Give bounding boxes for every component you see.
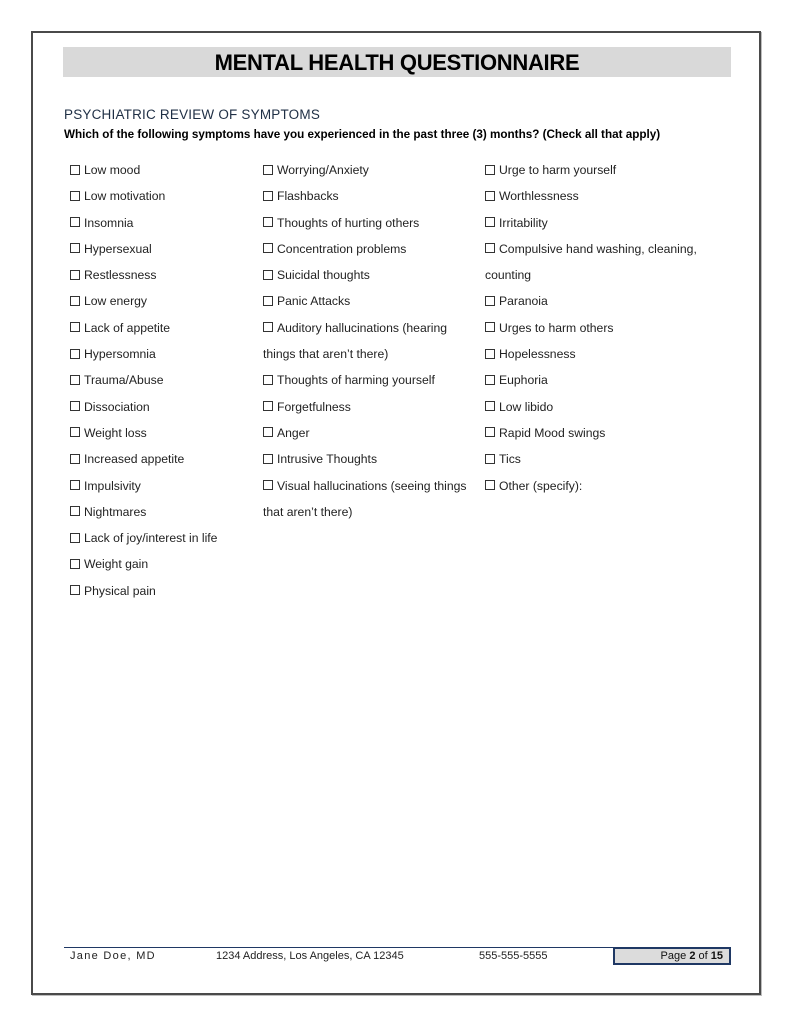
symptom-label: Restlessness bbox=[84, 268, 157, 283]
checkbox[interactable] bbox=[485, 480, 495, 490]
symptom-item[interactable] bbox=[485, 157, 725, 183]
symptom-item[interactable] bbox=[485, 446, 725, 472]
symptom-label: Irritability bbox=[499, 215, 548, 230]
checkbox[interactable] bbox=[485, 322, 495, 332]
title-bar bbox=[63, 47, 731, 77]
symptom-item[interactable] bbox=[263, 315, 478, 368]
symptom-item[interactable] bbox=[263, 446, 478, 472]
footer-doctor-name: Jane Doe, MD bbox=[70, 950, 156, 962]
symptom-label: Thoughts of harming yourself bbox=[277, 373, 435, 388]
checkbox[interactable] bbox=[70, 559, 80, 569]
symptom-item[interactable] bbox=[485, 473, 725, 499]
symptom-item[interactable] bbox=[485, 236, 725, 289]
page-number-box bbox=[613, 947, 731, 965]
symptom-item[interactable] bbox=[70, 210, 255, 236]
checkbox[interactable] bbox=[485, 217, 495, 227]
symptom-item[interactable] bbox=[263, 473, 478, 526]
symptom-label: Nightmares bbox=[84, 504, 147, 519]
symptom-item[interactable] bbox=[70, 262, 255, 288]
symptom-label: Euphoria bbox=[499, 373, 548, 388]
symptom-item[interactable] bbox=[70, 551, 255, 577]
question-text: Which of the following symptoms have you experienced in the past three (3) months? (Check all that apply) bbox=[64, 128, 661, 141]
symptom-label: Rapid Mood swings bbox=[499, 425, 606, 440]
symptom-item[interactable] bbox=[485, 315, 725, 341]
symptom-label-continued: things that aren’t there) bbox=[263, 347, 389, 362]
checkbox[interactable] bbox=[70, 296, 80, 306]
checkbox[interactable] bbox=[70, 427, 80, 437]
symptom-label: Anger bbox=[277, 425, 310, 440]
symptom-label: Lack of joy/interest in life bbox=[84, 531, 218, 546]
checkbox[interactable] bbox=[263, 401, 273, 411]
symptom-item[interactable] bbox=[263, 367, 478, 393]
checkbox[interactable] bbox=[70, 322, 80, 332]
symptom-label: Concentration problems bbox=[277, 241, 407, 256]
symptom-label: Weight loss bbox=[84, 425, 147, 440]
checkbox[interactable] bbox=[263, 322, 273, 332]
symptom-item[interactable] bbox=[485, 420, 725, 446]
checkbox[interactable] bbox=[263, 375, 273, 385]
checkbox[interactable] bbox=[485, 243, 495, 253]
symptom-label: Suicidal thoughts bbox=[277, 268, 370, 283]
symptom-item[interactable] bbox=[70, 183, 255, 209]
footer-phone: 555-555-5555 bbox=[479, 950, 548, 962]
section-heading: PSYCHIATRIC REVIEW OF SYMPTOMS bbox=[64, 107, 321, 122]
symptom-label: Impulsivity bbox=[84, 478, 141, 493]
page-of: of bbox=[698, 950, 708, 962]
symptom-label: Weight gain bbox=[84, 557, 149, 572]
checkbox[interactable] bbox=[263, 480, 273, 490]
checkbox[interactable] bbox=[263, 191, 273, 201]
checkbox[interactable] bbox=[263, 243, 273, 253]
symptom-item[interactable] bbox=[70, 315, 255, 341]
checkbox[interactable] bbox=[485, 401, 495, 411]
checkbox[interactable] bbox=[263, 165, 273, 175]
symptom-label: Low mood bbox=[84, 163, 141, 177]
symptom-label-continued: counting bbox=[485, 268, 532, 283]
symptom-label: Urge to harm yourself bbox=[499, 163, 617, 177]
symptom-item[interactable] bbox=[263, 210, 478, 236]
symptom-item[interactable] bbox=[70, 236, 255, 262]
page-total: 15 bbox=[710, 950, 723, 962]
checkbox[interactable] bbox=[70, 270, 80, 280]
checkbox[interactable] bbox=[70, 349, 80, 359]
symptom-label: Worthlessness bbox=[499, 189, 579, 204]
checkbox[interactable] bbox=[263, 427, 273, 437]
symptom-label: Compulsive hand washing, cleaning, bbox=[499, 241, 697, 256]
checkbox[interactable] bbox=[70, 506, 80, 516]
symptom-item[interactable] bbox=[263, 394, 478, 420]
symptom-item[interactable] bbox=[263, 420, 478, 446]
symptom-label: Trauma/Abuse bbox=[84, 373, 164, 388]
footer-address: 1234 Address, Los Angeles, CA 12345 bbox=[216, 950, 404, 962]
symptom-label: Lack of appetite bbox=[84, 320, 171, 335]
symptom-label: Intrusive Thoughts bbox=[277, 452, 378, 467]
checkbox[interactable] bbox=[485, 191, 495, 201]
symptom-item[interactable] bbox=[263, 288, 478, 314]
symptom-item[interactable] bbox=[70, 394, 255, 420]
symptom-item[interactable] bbox=[70, 367, 255, 393]
symptom-item[interactable] bbox=[485, 341, 725, 367]
symptom-item[interactable] bbox=[485, 210, 725, 236]
symptom-item[interactable] bbox=[263, 183, 478, 209]
symptom-label: Hypersomnia bbox=[84, 347, 156, 362]
checkbox[interactable] bbox=[263, 217, 273, 227]
checkbox[interactable] bbox=[485, 349, 495, 359]
symptom-item[interactable] bbox=[485, 183, 725, 209]
symptom-item[interactable] bbox=[70, 578, 255, 604]
symptom-label: Panic Attacks bbox=[277, 294, 351, 309]
symptom-item[interactable] bbox=[70, 499, 255, 525]
page-title: MENTAL HEALTH QUESTIONNAIRE bbox=[214, 50, 580, 75]
page-current: 2 bbox=[689, 950, 696, 962]
checkbox[interactable] bbox=[485, 165, 495, 175]
symptom-item[interactable] bbox=[70, 446, 255, 472]
checkbox[interactable] bbox=[70, 375, 80, 385]
checkbox[interactable] bbox=[70, 401, 80, 411]
symptom-item[interactable] bbox=[70, 420, 255, 446]
symptom-label: Auditory hallucinations (hearing bbox=[277, 320, 448, 335]
symptom-item[interactable] bbox=[485, 367, 725, 393]
symptom-item[interactable] bbox=[70, 288, 255, 314]
checkbox[interactable] bbox=[70, 243, 80, 253]
symptoms-column-1 bbox=[70, 157, 255, 604]
symptom-item[interactable] bbox=[485, 394, 725, 420]
symptom-label: Insomnia bbox=[84, 215, 134, 230]
checkbox[interactable] bbox=[70, 217, 80, 227]
symptom-item[interactable] bbox=[70, 525, 255, 551]
symptom-label: Forgetfulness bbox=[277, 399, 351, 414]
symptom-label: Other (specify): bbox=[499, 478, 583, 493]
symptom-item[interactable] bbox=[70, 157, 255, 183]
checkbox[interactable] bbox=[70, 191, 80, 201]
symptom-item[interactable] bbox=[70, 473, 255, 499]
checkbox[interactable] bbox=[485, 427, 495, 437]
symptom-label-continued: that aren’t there) bbox=[263, 504, 353, 519]
symptom-label: Urges to harm others bbox=[499, 320, 614, 335]
symptom-item[interactable] bbox=[70, 341, 255, 367]
checkbox[interactable] bbox=[263, 270, 273, 280]
checkbox[interactable] bbox=[70, 585, 80, 595]
checkbox[interactable] bbox=[70, 165, 80, 175]
checkbox[interactable] bbox=[485, 454, 495, 464]
symptom-label: Physical pain bbox=[84, 583, 156, 598]
symptom-label: Low energy bbox=[84, 294, 148, 309]
symptom-label: Low libido bbox=[499, 399, 554, 414]
checkbox[interactable] bbox=[485, 296, 495, 306]
symptoms-column-3 bbox=[485, 157, 725, 499]
symptom-label: Flashbacks bbox=[277, 189, 339, 204]
checkbox[interactable] bbox=[485, 375, 495, 385]
symptom-label: Tics bbox=[499, 452, 521, 467]
symptom-label: Thoughts of hurting others bbox=[277, 215, 420, 230]
symptom-label: Visual hallucinations (seeing things bbox=[277, 478, 467, 493]
symptom-item[interactable] bbox=[263, 236, 478, 262]
symptom-item[interactable] bbox=[485, 288, 725, 314]
symptom-item[interactable] bbox=[263, 157, 478, 183]
symptoms-column-2 bbox=[263, 157, 478, 525]
symptom-label: Dissociation bbox=[84, 399, 150, 414]
symptom-item[interactable] bbox=[263, 262, 478, 288]
checkbox[interactable] bbox=[70, 454, 80, 464]
symptom-label: Hopelessness bbox=[499, 347, 576, 362]
page-prefix: Page bbox=[660, 950, 687, 962]
checkbox[interactable] bbox=[263, 454, 273, 464]
checkbox[interactable] bbox=[70, 480, 80, 490]
symptom-label: Hypersexual bbox=[84, 241, 152, 256]
symptom-label: Paranoia bbox=[499, 294, 548, 309]
footer-divider bbox=[64, 947, 614, 948]
symptom-label: Worrying/Anxiety bbox=[277, 163, 369, 177]
symptom-label: Low motivation bbox=[84, 189, 166, 204]
checkbox[interactable] bbox=[70, 533, 80, 543]
checkbox[interactable] bbox=[263, 296, 273, 306]
symptom-label: Increased appetite bbox=[84, 452, 185, 467]
